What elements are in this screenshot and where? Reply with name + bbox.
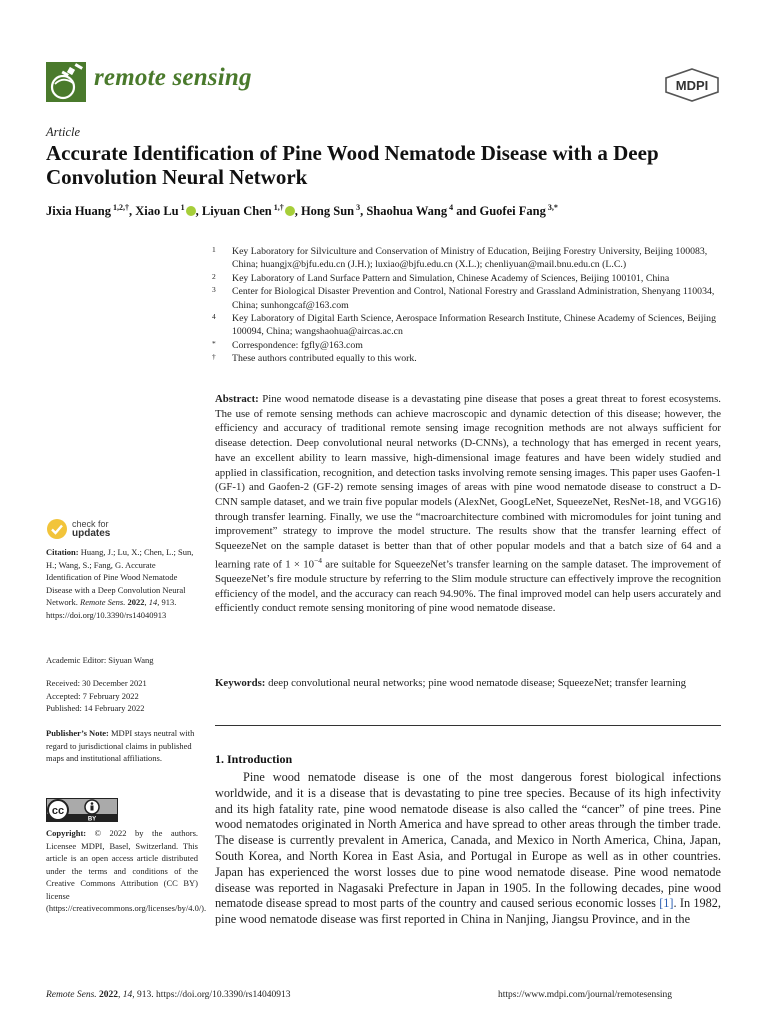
abstract-text-cont: are suitable for SqueezeNet’s transfer learning on the sample dataset. The improvement of SqueezeNet’s fire module structure by referring to the Slim module structure can effectively improve the recognition efficiency of the model, and the accuracy can reach 94.90%. The final improved model can help users accurately and efficiently conduct remote sensing monitoring of pine wood nematode disease. <box>215 558 721 615</box>
author-affiliation-mark: 3,* <box>545 203 558 212</box>
affiliation-mark: † <box>212 352 216 362</box>
affiliation-text: These authors contributed equally to this work. <box>232 353 417 365</box>
mdpi-logo[interactable] <box>664 68 720 102</box>
affiliations <box>212 245 724 366</box>
author-affiliation-mark: 1,† <box>271 203 284 212</box>
affiliation-mark: 3 <box>212 285 216 295</box>
reference-link[interactable]: [1] <box>659 896 674 911</box>
affiliation-mark: 1 <box>212 245 216 254</box>
footer-citation: Remote Sens. 2022, 14, 913. https://doi.org/10.3390/rs14040913 <box>46 990 291 1000</box>
section-title: 1. Introduction <box>215 752 293 766</box>
author-separator: , <box>128 204 136 219</box>
author-affiliation-mark: 1,2,† <box>110 203 129 212</box>
intro-paragraph <box>215 770 721 928</box>
affiliation-mark: 4 <box>212 312 216 322</box>
affiliation-text: Center for Biological Disaster Prevention and Control, National Forestry and Grassland Administration, Shenyang 110034, China; sunhongcaf@163.com <box>232 286 715 311</box>
updates-label: updates <box>72 528 111 539</box>
citation-label: Citation: <box>46 547 79 557</box>
footer-year: 2022 <box>99 990 119 1000</box>
publisher-note-label: Publisher’s Note: <box>46 728 109 738</box>
publisher-note <box>46 727 198 765</box>
author-name: Hong Sun <box>300 204 355 219</box>
received-date: Received: 30 December 2021 <box>46 678 147 688</box>
affiliation-mark: * <box>212 338 216 348</box>
copyright-label: Copyright: <box>46 828 87 838</box>
affiliation-item <box>212 272 724 285</box>
author-list <box>46 203 736 219</box>
citation-block: Citation: Huang, J.; Lu, X.; Chen, L.; Sun, H.; Wang, S.; Fang, G. Accurate Identification of Pine Wood Nematode Disease with a Deep Convolution Neural Network. Remote Sens. 2022, 14, 913. https://doi.org/10.3390/rs14040913 <box>46 547 194 620</box>
author-separator: , <box>360 204 367 219</box>
publisher-note-text: MDPI stays neutral with regard to jurisdictional claims in published maps and institutional affiliations. <box>46 728 195 763</box>
author-separator: and <box>453 204 480 219</box>
check-for-label: check for <box>72 519 109 529</box>
author-separator: , <box>195 204 202 219</box>
affiliation-item <box>212 339 724 352</box>
author-name: Xiao Lu <box>135 204 179 219</box>
affiliation-item <box>212 312 724 339</box>
footer-journal-url[interactable]: https://www.mdpi.com/journal/remotesensing <box>498 990 673 1000</box>
svg-text:cc: cc <box>51 805 65 817</box>
intro-text: Pine wood nematode disease is one of the most dangerous forest biological infections worldwide, and it is a disease that is devastating to pine tree species. Because of its high infectivity and its high fatality rate, pine wood nematode disease is also called the “cancer” of pine trees. Pine wood nematodes originated in North America and have spread to other areas through the timber trade. The disease is currently prevalent in America, Canada, and Mexico in North America, China, Japan, South Korea, and North Korea in East Asia, and Portugal in Europe as well as in other countries. Japan has experienced the worst losses due to pine wood nematode disease. Pine wood nematode disease was reported in Nagasaki Prefecture in Japan in 1905. In the following decades, pine wood nematode disease spread to most parts of the country and caused serious economic losses <box>215 770 721 911</box>
affiliation-item <box>212 285 724 312</box>
author-affiliation-mark: 1 <box>178 203 185 212</box>
citation-text: Huang, J.; Lu, X.; Chen, L.; Sun, H.; Wang, S.; Fang, G. Accurate Identification of Pine Wood Nematode Disease with a Deep Convolution Neural Network. <box>46 547 194 607</box>
affiliation-text: Key Laboratory for Silviculture and Conservation of Ministry of Education, Beijing Forestry University, Beijing 100083, China; huangjx@bjfu.edu.cn (J.H.); luxiao@bjfu.edu.cn (X.L.); chenliyuan@mail.bnu.edu.cn (L.C.) <box>232 246 708 271</box>
abstract-label: Abstract: <box>215 393 259 405</box>
footer-volume: 14 <box>122 990 133 1000</box>
satellite-globe-icon <box>46 62 86 102</box>
history-dates <box>46 677 198 715</box>
author-name: Jixia Huang <box>46 204 111 219</box>
academic-editor: Academic Editor: Siyuan Wang <box>46 655 154 665</box>
keywords-label: Keywords: <box>215 677 266 689</box>
author-name: Guofei Fang <box>479 204 546 219</box>
cc-by-license-icon[interactable] <box>46 798 118 822</box>
footer-journal: Remote Sens. <box>46 990 97 1000</box>
svg-text:MDPI: MDPI <box>675 78 709 93</box>
check-updates-icon <box>46 518 68 540</box>
author-affiliation-mark: 4 <box>447 203 454 212</box>
keywords-text: deep convolutional neural networks; pine wood nematode disease; SqueezeNet; transfer learning <box>268 677 687 689</box>
published-date: Published: 14 February 2022 <box>46 703 145 713</box>
author-name: Shaohua Wang <box>366 204 448 219</box>
abstract <box>215 392 721 616</box>
keywords <box>215 676 721 691</box>
abstract-exponent: −4 <box>314 555 323 565</box>
affiliation-text: Key Laboratory of Land Surface Pattern and Simulation, Chinese Academy of Sciences, Beijing 100101, China <box>232 272 670 284</box>
check-for-updates-badge[interactable] <box>46 518 110 540</box>
citation-journal: Remote Sens. <box>80 597 126 607</box>
orcid-icon[interactable] <box>285 206 295 216</box>
footer-doi[interactable]: , 913. https://doi.org/10.3390/rs14040913 <box>132 990 291 1000</box>
citation-volume: 14 <box>148 597 158 607</box>
abstract-text: Pine wood nematode disease is a devastating pine disease that poses a great threat to forest ecosystems. The use of remote sensing methods can achieve macroscopic and dynamic detection of this disease; however, the efficiency and accuracy of traditional remote sensing image recognition methods are not always sufficient for disease detection. Deep convolutional neural networks (D-CNNs), a technology that has emerged in recent years, have an excellent ability to learn massive, high-dimensional image features and have been widely studied and applied in classification, recognition, and detection tasks involving remote sensing images. This paper uses Gaofen-1 (GF-1) and Gaofen-2 (GF-2) remote sensing images of areas with pine wood nematode disease to construct a D-CNN sample dataset, and we train five popular models (AlexNet, GoogLeNet, SqueezeNet, ResNet-18, and VGG16) through transfer learning. Finally, we use the “macroarchitecture combined with micromodules for joint tuning and improvement” strategy to improve the model structure. The results show that the transfer learning effect of SqueezeNet on the sample dataset is better than that of other popular models and that a batch size of 64 and a learning rate of 1 × 10 <box>215 393 721 571</box>
citation-doi[interactable]: , 913. https://doi.org/10.3390/rs14040913 <box>46 597 177 620</box>
author-separator: , <box>294 204 301 219</box>
svg-text:BY: BY <box>87 816 97 822</box>
affiliation-item <box>212 245 724 272</box>
orcid-icon[interactable] <box>186 206 196 216</box>
citation-year: 2022 <box>127 597 145 607</box>
author-name: Liyuan Chen <box>201 204 272 219</box>
article-title: Accurate Identification of Pine Wood Nematode Disease with a Deep Convolution Neural Network <box>46 141 659 189</box>
section-divider <box>215 725 721 726</box>
affiliation-text: Correspondence: fgfly@163.com <box>232 339 363 351</box>
copyright-block <box>46 827 207 915</box>
affiliation-text: Key Laboratory of Digital Earth Science, Aerospace Information Research Institute, Chinese Academy of Sciences, Beijing 100094, China; wangshaohua@aircas.ac.cn <box>232 313 716 338</box>
article-type: Article <box>46 125 81 139</box>
copyright-text: © 2022 by the authors. Licensee MDPI, Basel, Switzerland. This article is an open access article distributed under the terms and conditions of the Creative Commons Attribution (CC BY) license (https://creativecommons.org/licenses/by/4.0/). <box>46 828 207 913</box>
affiliation-mark: 2 <box>212 271 216 281</box>
journal-name: remote sensing <box>94 64 252 91</box>
affiliation-item <box>212 352 724 365</box>
intro-text-cont: . In 1982, pine wood nematode disease was first reported in China in Nanjing, Jiangsu Province, and in the <box>215 896 721 927</box>
author-affiliation-mark: 3 <box>354 203 361 212</box>
accepted-date: Accepted: 7 February 2022 <box>46 690 139 701</box>
